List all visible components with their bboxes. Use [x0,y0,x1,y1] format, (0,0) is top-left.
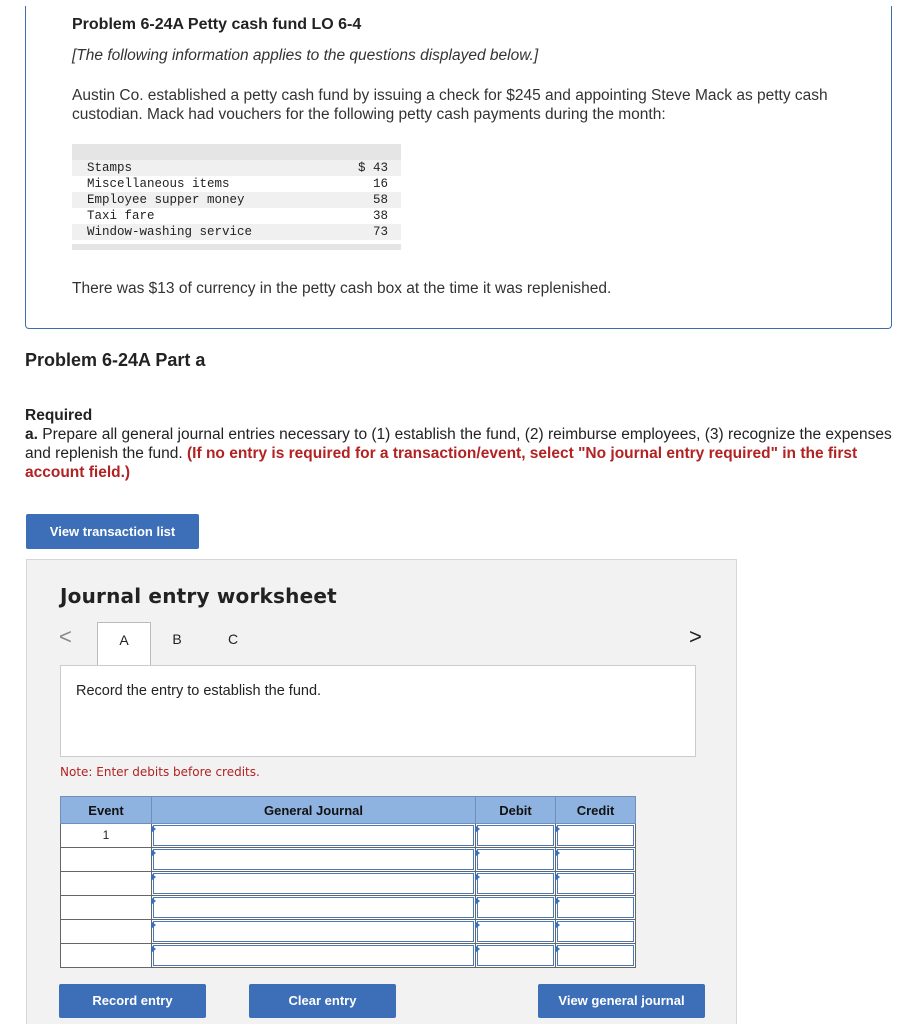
currency-note: There was $13 of currency in the petty cash box at the time it was replenished. [72,280,612,297]
column-header-debit: Debit [476,797,556,824]
input-marker-icon [475,849,480,857]
required-section [25,406,915,482]
debit-input[interactable] [477,897,554,918]
debit-input[interactable] [477,945,554,966]
credit-input[interactable] [557,897,634,918]
table-row [61,920,636,944]
chevron-left-icon[interactable]: < [59,624,72,649]
payment-label: Miscellaneous items [87,177,230,191]
event-cell [61,896,152,920]
table-row [72,192,401,208]
tab-b[interactable]: B [172,631,182,647]
view-transaction-list-button[interactable]: View transaction list [26,514,199,549]
debit-input[interactable] [477,921,554,942]
input-marker-icon [475,825,480,833]
account-input-cell [152,920,476,944]
payment-amount: 58 [372,193,388,207]
table-row [72,208,401,224]
debit-input[interactable] [477,873,554,894]
petty-cash-payments-table [72,144,401,250]
credit-input[interactable] [557,945,634,966]
payment-amount: 38 [372,209,388,223]
record-entry-button[interactable]: Record entry [59,984,206,1018]
tab-c[interactable]: C [227,631,239,647]
tab-a[interactable]: A [97,622,151,665]
input-marker-icon [555,849,560,857]
input-marker-icon [475,921,480,929]
event-cell [61,872,152,896]
debit-input-cell [476,872,556,896]
payment-amount: 73 [372,225,388,239]
problem-title: Problem 6-24A Petty cash fund LO 6-4 [72,16,362,33]
instruction-box [60,665,696,757]
clear-entry-button[interactable]: Clear entry [249,984,396,1018]
account-input[interactable] [153,945,474,966]
table-bottom-bar [72,244,401,250]
debit-input-cell [476,848,556,872]
input-marker-icon [151,873,156,881]
account-input[interactable] [153,849,474,870]
required-label: Required [25,407,93,424]
event-cell [61,920,152,944]
event-cell: 1 [61,824,152,848]
chevron-right-icon[interactable]: > [689,624,702,649]
payment-label: Window-washing service [87,225,253,239]
column-header-general-journal: General Journal [152,797,476,824]
debit-input[interactable] [477,849,554,870]
input-marker-icon [475,945,480,953]
account-input-cell [152,944,476,968]
input-marker-icon [555,921,560,929]
input-marker-icon [475,873,480,881]
table-row [61,824,636,848]
debit-input-cell [476,824,556,848]
credit-input-cell [556,824,636,848]
table-row [72,176,401,192]
view-general-journal-button[interactable]: View general journal [538,984,705,1018]
account-input-cell [152,896,476,920]
credit-input-cell [556,896,636,920]
input-marker-icon [151,945,156,953]
part-title: Problem 6-24A Part a [25,350,206,370]
table-row [61,944,636,968]
table-top-bar [72,144,401,160]
column-header-credit: Credit [556,797,636,824]
account-input-cell [152,872,476,896]
debit-input-cell [476,896,556,920]
account-input-cell [152,848,476,872]
input-marker-icon [555,825,560,833]
input-marker-icon [151,825,156,833]
input-marker-icon [151,921,156,929]
credit-input-cell [556,920,636,944]
input-marker-icon [555,897,560,905]
journal-body [61,824,636,968]
table-row [61,872,636,896]
payment-label: Employee supper money [87,193,245,207]
worksheet-title: Journal entry worksheet [60,584,337,608]
account-input[interactable] [153,873,474,894]
input-marker-icon [151,897,156,905]
credit-input[interactable] [557,825,634,846]
table-row [72,160,401,176]
table-row [61,848,636,872]
debit-input-cell [476,944,556,968]
event-cell [61,848,152,872]
debit-input[interactable] [477,825,554,846]
problem-description: Austin Co. established a petty cash fund by issuing a check for $245 and appointing Steve Mack as petty cash custodian. Mack had vouchers for the following petty cash payments during the month: [72,87,828,123]
credit-input-cell [556,944,636,968]
credit-input[interactable] [557,849,634,870]
input-marker-icon [555,945,560,953]
account-input[interactable] [153,897,474,918]
credit-input[interactable] [557,873,634,894]
column-header-event: Event [61,797,152,824]
required-instructions: a. Prepare all general journal entries necessary to (1) establish the fund, (2) reimburse employees, (3) recognize the expenses and replenish the fund. (If no entry is required for a transaction/event, select "No journal entry required" in the first account field.) [25,426,892,481]
credit-input-cell [556,872,636,896]
event-cell [61,944,152,968]
table-row [72,224,401,240]
account-input-cell [152,824,476,848]
debit-input-cell [476,920,556,944]
account-input[interactable] [153,921,474,942]
credit-input-cell [556,848,636,872]
required-text: Prepare all general journal entries necessary to (1) establish the fund, (2) reimburse employees, (3) recognize the expenses and replenish the fund. [25,426,892,462]
account-input[interactable] [153,825,474,846]
journal-entry-worksheet [26,559,737,1024]
input-marker-icon [555,873,560,881]
required-red-note: (If no entry is required for a transaction/event, select "No journal entry required" in the first account field.) [25,445,858,481]
payment-amount: 16 [372,177,388,191]
debits-note: Note: Enter debits before credits. [60,765,260,779]
payment-label: Stamps [87,161,133,175]
input-marker-icon [475,897,480,905]
credit-input[interactable] [557,921,634,942]
instruction-text: Record the entry to establish the fund. [76,683,322,699]
info-note: [The following information applies to the questions displayed below.] [72,47,539,64]
payment-amount: $ 43 [357,161,388,175]
table-row [61,896,636,920]
journal-table [60,796,636,968]
payment-label: Taxi fare [87,209,155,223]
input-marker-icon [151,849,156,857]
